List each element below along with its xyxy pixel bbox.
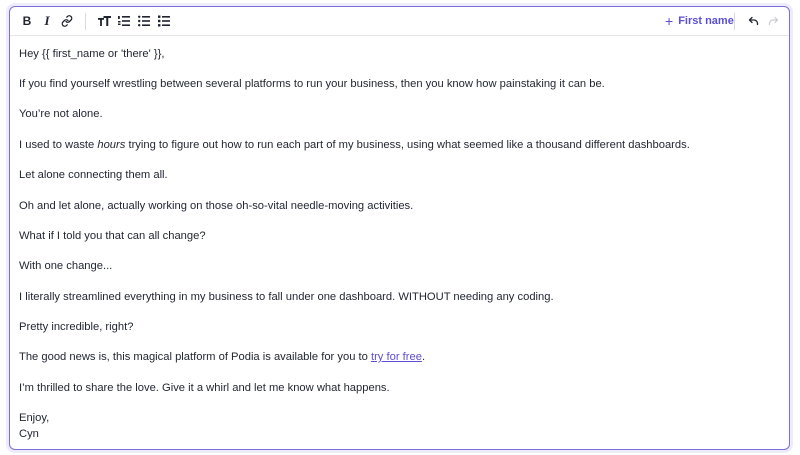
text: The good news is, this magical platform of Podia is available for you to — [19, 351, 371, 363]
paragraph: I literally streamlined everything in my business to fall under one dashboard. WITHOUT needing any coding. — [19, 291, 554, 303]
plus-icon: + — [665, 13, 674, 29]
paragraph: Oh and let alone, actually working on those oh-so-vital needle-moving activities. — [19, 200, 414, 212]
try-for-free-link[interactable]: try for free — [370, 351, 422, 363]
ordered-list-button[interactable] — [114, 11, 134, 31]
formatting-toolbar — [10, 7, 789, 36]
redo-button[interactable] — [763, 11, 783, 31]
greeting-line: Hey {{ first_name or 'there' }}, — [19, 48, 165, 60]
text-size-icon — [98, 15, 111, 27]
numbered-list-icon — [118, 15, 130, 27]
checklist-icon — [158, 15, 170, 27]
paragraph: If you find yourself wrestling between several platforms to run your business, then you know how painstaking it can be. — [19, 78, 605, 90]
bold-button[interactable]: B — [22, 14, 32, 28]
paragraph: Pretty incredible, right? — [19, 321, 134, 333]
paragraph — [19, 349, 425, 365]
paragraph: Let alone connecting them all. — [19, 169, 168, 181]
bullet-list-button[interactable] — [134, 11, 154, 31]
checklist-button[interactable] — [154, 11, 174, 31]
text: . — [421, 351, 426, 363]
sender-name: Cyn — [19, 428, 39, 440]
variable-label: First name — [678, 15, 734, 27]
link-icon — [61, 15, 73, 27]
paragraph: You’re not alone. — [19, 108, 103, 120]
paragraph: I’m thrilled to share the love. Give it a whirl and let me know what happens. — [19, 382, 390, 394]
paragraph: With one change... — [19, 260, 113, 272]
add-first-name-variable-button[interactable] — [665, 11, 734, 31]
bullet-list-icon — [138, 15, 150, 27]
email-editor — [9, 6, 790, 450]
undo-icon — [747, 15, 760, 27]
heading-button[interactable] — [94, 11, 114, 31]
paragraph — [19, 137, 690, 153]
text: I used to waste — [19, 139, 98, 151]
italic-text: hours — [97, 139, 126, 151]
link-button[interactable] — [57, 11, 77, 31]
undo-button[interactable] — [743, 11, 763, 31]
signoff-line: Enjoy, — [19, 412, 50, 424]
redo-icon — [767, 15, 780, 27]
text: trying to figure out how to run each part of my business, using what seemed like a thousand different dashboards. — [125, 139, 690, 151]
italic-button[interactable]: I — [44, 13, 50, 28]
toolbar-divider — [734, 13, 735, 30]
paragraph: What if I told you that can all change? — [19, 230, 206, 242]
toolbar-divider — [85, 13, 86, 30]
